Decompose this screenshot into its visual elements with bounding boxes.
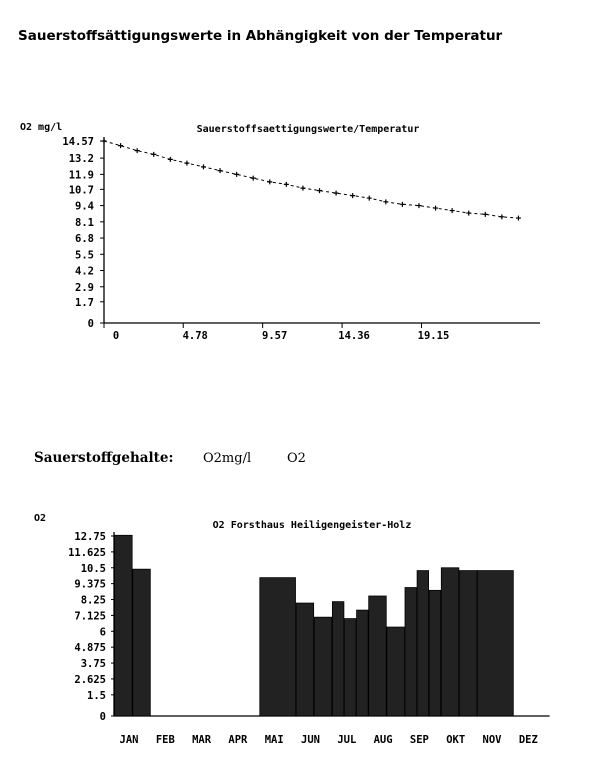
line-chart-data-point xyxy=(499,214,504,219)
line-chart-x-tick-label: 4.78 xyxy=(182,330,208,342)
line-chart-y-tick-label: 0 xyxy=(87,318,94,330)
bar-chart-x-tick-label: JAN xyxy=(119,734,139,746)
bar-chart-bar xyxy=(296,603,314,716)
section-heading: Sauerstoffgehalte: xyxy=(34,450,174,466)
line-chart-data-point xyxy=(483,212,488,217)
bar-chart-title: O2 Forsthaus Heiligengeister-Holz xyxy=(212,520,412,531)
line-chart-x-tick-label: 9.57 xyxy=(262,330,288,342)
line-chart-y-axis-label: O2 mg/l xyxy=(20,122,63,133)
line-chart-data-point xyxy=(383,199,388,204)
line-chart-data-point xyxy=(334,191,339,196)
line-chart-y-tick-label: 6.8 xyxy=(75,233,94,246)
line-chart-data-point xyxy=(516,216,521,221)
bar-chart-x-tick-label: MAI xyxy=(264,734,284,746)
bar-chart-bar xyxy=(478,571,514,716)
line-chart-data-point xyxy=(267,179,272,184)
line-chart-data-point xyxy=(102,139,107,144)
bar-chart-bar xyxy=(459,571,477,716)
bar-chart-x-tick-label: FEB xyxy=(155,734,175,746)
line-chart-data-point xyxy=(151,152,156,157)
bar-chart-bar xyxy=(417,571,429,716)
line-chart-x-tick-label: 0 xyxy=(112,330,120,342)
bar-chart-x-tick-label: MAR xyxy=(192,734,212,746)
line-chart-x-tick-label: 19.15 xyxy=(417,330,450,342)
bar-chart-y-tick-label: 4.875 xyxy=(74,642,106,655)
bar-chart-y-tick-label: 12.75 xyxy=(74,531,106,543)
bar-chart-x-tick-label: AUG xyxy=(373,734,393,746)
line-chart-data-point xyxy=(135,148,140,153)
bar-chart-x-tick-label: JUN xyxy=(301,734,320,746)
line-chart-y-tick-label: 8.1 xyxy=(75,216,94,229)
bar-chart-y-tick-label: 8.25 xyxy=(80,594,106,607)
line-chart-data-point xyxy=(168,157,173,162)
bar-chart-bar xyxy=(369,596,387,716)
bar-chart-bar xyxy=(260,578,296,716)
line-chart-data-point xyxy=(284,182,289,187)
line-chart-data-point xyxy=(466,211,471,216)
line-chart-y-tick-label: 14.57 xyxy=(62,136,94,148)
line-chart-y-tick-label: 1.7 xyxy=(75,296,94,309)
bar-chart-bar xyxy=(332,602,344,716)
line-chart-y-tick-label: 9.4 xyxy=(75,200,94,213)
bar-chart-x-tick-label: DEZ xyxy=(518,734,538,746)
bar-chart-bar xyxy=(345,619,357,716)
line-chart-data-point xyxy=(416,203,421,208)
line-chart-y-tick-label: 2.9 xyxy=(75,281,94,294)
bar-chart-x-tick-label: APR xyxy=(228,734,248,746)
line-chart-title: Sauerstoffsaettigungswerte/Temperatur xyxy=(196,124,420,135)
line-chart-data-point xyxy=(218,168,223,173)
line-chart-data-point xyxy=(317,188,322,193)
line-chart-data-point xyxy=(251,176,256,181)
bar-chart-y-axis-label: O2 xyxy=(34,513,47,524)
bar-chart-bar xyxy=(133,569,151,716)
line-chart-data-point xyxy=(300,186,305,191)
bar-chart-bar xyxy=(441,568,459,716)
line-chart-y-tick-label: 4.2 xyxy=(75,265,94,278)
bar-chart-y-tick-label: 11.625 xyxy=(68,546,106,559)
bar-chart-bar xyxy=(429,590,441,716)
bar-chart-bar xyxy=(357,610,369,716)
section-unit-o2: O2 xyxy=(287,451,306,466)
bar-chart-y-tick-label: 6 xyxy=(99,626,106,639)
bar-chart-y-tick-label: 1.5 xyxy=(87,689,106,702)
line-chart-data-point xyxy=(400,202,405,207)
line-chart-x-tick-label: 14.36 xyxy=(338,330,370,342)
line-chart-data-point xyxy=(450,208,455,213)
line-chart-data-point xyxy=(201,164,206,169)
bar-chart-x-tick-label: NOV xyxy=(482,734,502,746)
bar-chart-bar xyxy=(115,535,133,716)
line-chart-data-point xyxy=(433,206,438,211)
document-title: Sauerstoffsättigungswerte in Abhängigkeit von der Temperatur xyxy=(18,28,503,44)
bar-chart-y-tick-label: 3.75 xyxy=(80,658,106,671)
line-chart-y-tick-label: 13.2 xyxy=(68,153,94,166)
bar-chart-y-tick-label: 7.125 xyxy=(74,610,106,623)
section-unit-mgl: O2mg/l xyxy=(203,451,252,466)
line-chart-data-point xyxy=(118,143,123,148)
line-chart-y-tick-label: 11.9 xyxy=(68,169,94,182)
line-chart-data-point xyxy=(184,161,189,166)
bar-chart-y-tick-label: 10.5 xyxy=(80,562,106,575)
bar-chart-y-tick-label: 2.625 xyxy=(74,673,106,686)
line-chart-data-point xyxy=(350,193,355,198)
line-chart-series-line xyxy=(104,141,518,218)
line-chart-y-tick-label: 5.5 xyxy=(75,249,94,262)
line-chart-data-point xyxy=(367,196,372,201)
line-chart-data-point xyxy=(234,172,239,177)
bar-chart-bar xyxy=(314,617,332,716)
bar-chart-y-tick-label: 0 xyxy=(99,711,106,723)
line-chart-y-tick-label: 10.7 xyxy=(68,184,94,197)
bar-chart-x-tick-label: JUL xyxy=(337,734,357,746)
bar-chart-bar xyxy=(405,588,417,716)
bar-chart-x-tick-label: OKT xyxy=(446,734,466,746)
bar-chart-y-tick-label: 9.375 xyxy=(74,578,106,591)
bar-chart-bar xyxy=(387,627,405,716)
bar-chart-x-tick-label: SEP xyxy=(409,734,429,746)
